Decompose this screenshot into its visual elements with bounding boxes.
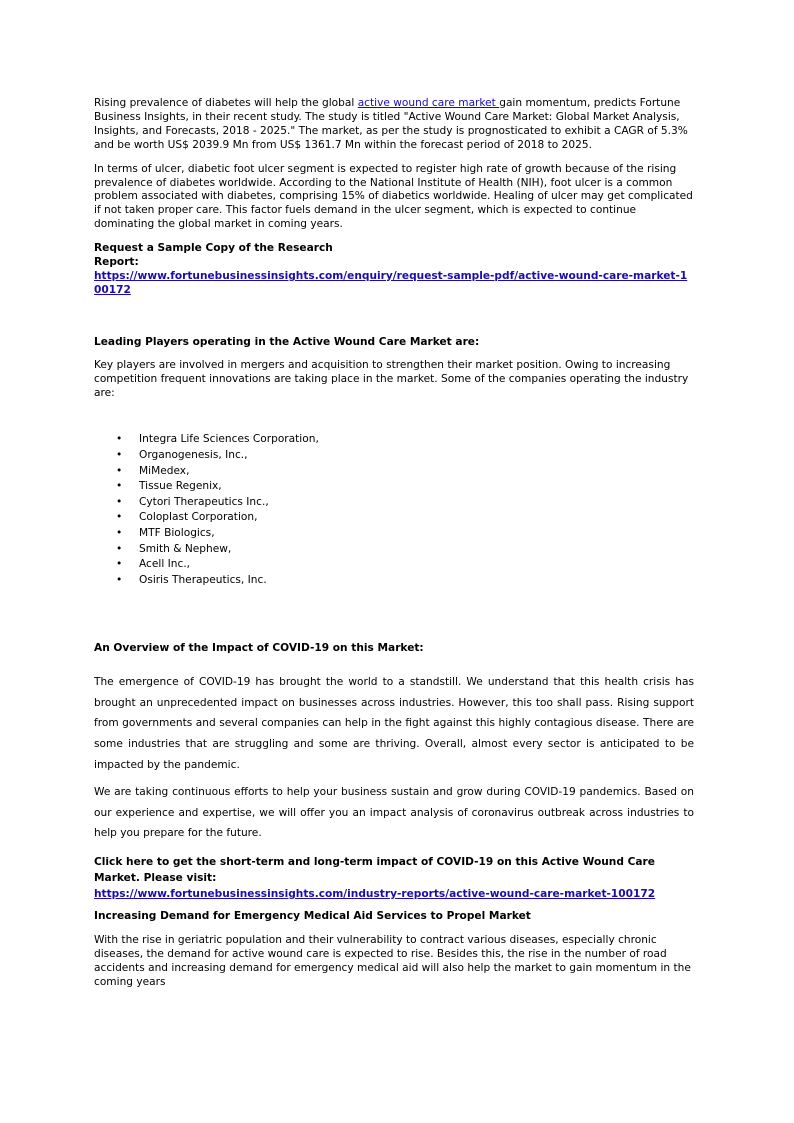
list-item: • MiMedex, [116, 464, 694, 480]
intro-paragraph [94, 97, 694, 153]
covid-impact-link[interactable]: https://www.fortunebusinessinsights.com/industry-reports/active-wound-care-market-100172 [94, 888, 656, 900]
active-wound-care-market-link[interactable]: active wound care market [357, 97, 500, 109]
covid-paragraph-2: We are taking continuous efforts to help your business sustain and grow during COVID-19 pandemics. Based on our experience and expertise, we will offer you an impact analysis of coronavirus outbreak across industries to help you prepare for the future. [94, 786, 694, 840]
leading-players-intro: Key players are involved in mergers and acquisition to strengthen their market position. Owing to increasing competition frequent innovations are taking place in the market. Some of the companies operating the industry are: [94, 358, 689, 399]
list-item: • Cytori Therapeutics Inc., [116, 495, 694, 511]
covid-impact-text: Click here to get the short-term and long-term impact of COVID-19 on this Active Wound Care [94, 856, 655, 868]
covid-impact-block [94, 854, 694, 902]
demand-heading: Increasing Demand for Emergency Medical Aid Services to Propel Market [94, 910, 531, 922]
list-item: • Organogenesis, Inc., [116, 448, 694, 464]
list-item: • Coloplast Corporation, [116, 510, 694, 526]
covid-paragraph-1: The emergence of COVID-19 has brought the world to a standstill. We understand that this health crisis has brought an unprecedented impact on businesses across industries. However, this too shall pass. Rising support from governments and several companies can help in the fight against this highly contagious disease. There are some industries that are struggling and some are thriving. Overall, almost every sector is anticipated to be impacted by the pandemic. [94, 676, 694, 771]
list-item: • Smith & Nephew, [116, 542, 694, 558]
sample-request-label: Request a Sample Copy of the Research [94, 242, 333, 255]
intro-text-before: Rising prevalence of diabetes will help the global [94, 97, 358, 109]
covid-heading: An Overview of the Impact of COVID-19 on this Market: [94, 642, 424, 655]
list-item: • Osiris Therapeutics, Inc. [116, 573, 694, 589]
list-item: • Tissue Regenix, [116, 479, 694, 495]
sample-request-block [94, 242, 694, 298]
ulcer-paragraph: In terms of ulcer, diabetic foot ulcer segment is expected to register high rate of growth because of the rising prevalence of diabetes worldwide. According to the National Institute of Health (NIH), foot ulcer is a common problem associated with diabetes, comprising 15% of diabetics worldwide. Healing of ulcer may get complicated if not taken proper care. This factor fuels demand in the ulcer segment, which is expected to continue dominating the global market in coming years. [94, 162, 693, 231]
list-item: • Acell Inc., [116, 557, 694, 573]
players-list [94, 432, 694, 588]
leading-players-heading: Leading Players operating in the Active Wound Care Market are: [94, 335, 480, 348]
list-item: • MTF Biologics, [116, 526, 694, 542]
sample-request-label-cont: Report: [94, 256, 139, 269]
sample-request-link[interactable]: https://www.fortunebusinessinsights.com/enquiry/request-sample-pdf/active-wound-care-market-100172 [94, 269, 688, 296]
document-body [94, 97, 694, 990]
list-item: • Integra Life Sciences Corporation, [116, 432, 694, 448]
intro-text-after: gain momentum, predicts Fortune Business Insights, in their recent study. The study is titled "Active Wound Care Market: Global Market Analysis, Insights, and Forecasts, 2018 - 2025." The market, as per the study is prognosticated to exhibit a CAGR of 5.3% and be worth US$ 2039.9 Mn from US$ 1361.7 Mn within the forecast period of 2018 to 2025. [94, 97, 688, 151]
covid-impact-text-cont: Market. Please visit: [94, 872, 217, 884]
demand-paragraph: With the rise in geriatric population and their vulnerability to contract various diseases, especially chronic diseases, the demand for active wound care is expected to rise. Besides this, the rise in the number of road accidents and increasing demand for emergency medical aid will also help the market to gain momentum in the coming years [94, 933, 691, 988]
